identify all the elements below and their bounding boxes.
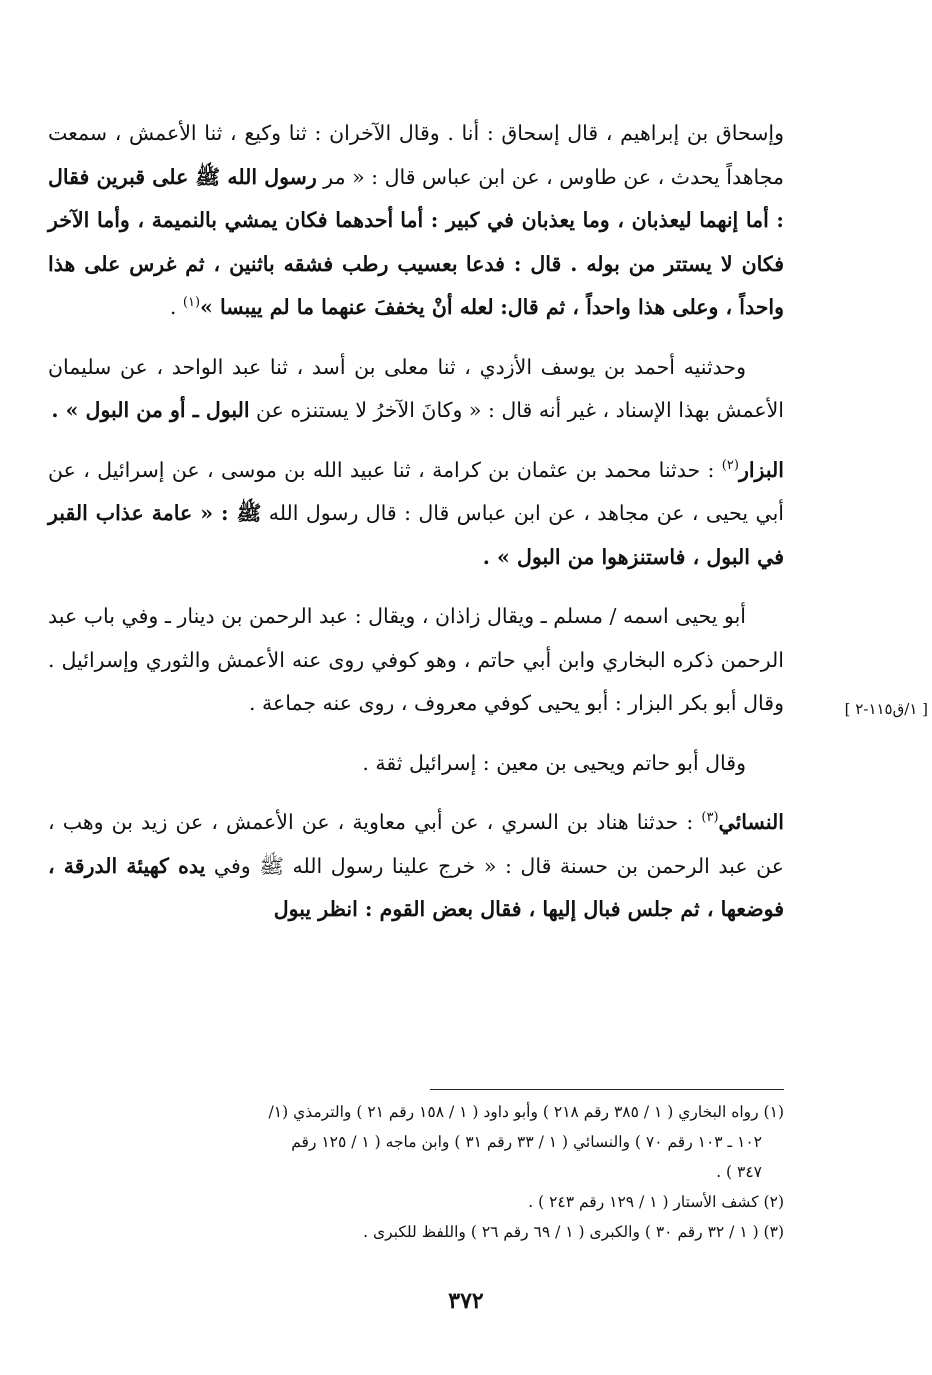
manuscript-folio-note: [ ١/ق١١٥-٢ ] — [844, 700, 928, 718]
footnote-ref: (٣) — [701, 810, 719, 826]
text-line: : حدثنا هناد بن السري ، عن أبي معاوية ، عن الأعمش ، عن — [175, 810, 702, 834]
main-text — [48, 112, 784, 932]
page-number: ٣٧٢ — [448, 1288, 484, 1314]
footnote-ref: (١) — [182, 295, 201, 311]
paragraph-5 — [48, 742, 784, 786]
text-line: أبو يحيى اسمه / مسلم ـ ويقال زاذان ، ويقال : عبد الرحمن بن دينار ـ — [164, 604, 746, 628]
text-line: : حدثنا محمد بن عثمان بن كرامة ، ثنا عبيد الله بن موسى ، عن — [171, 457, 722, 482]
text-line: الأعمش والثوري وإسرائيل . وقال أبو بكر البزار : أبو يحيى كوفي معروف ، — [48, 647, 784, 715]
footnote-1-cont: ٣٤٧ ) . — [716, 1163, 762, 1181]
footnote-1-cont: ١٠٢ ـ ١٠٣ رقم ٧٠ ) والنسائي ( ١ / ٣٣ رقم ٣١ ) وابن ماجه ( ١ / ١٢٥ رقم — [291, 1133, 762, 1151]
footnotes — [48, 1097, 784, 1247]
text-line: عن سليمان الأعمش بهذا الإسناد ، غير أنه قال : « وكانَ الآخرُ لا يستنزه عن — [48, 354, 784, 422]
paragraph-4 — [48, 595, 784, 726]
paragraph-6 — [48, 801, 784, 932]
paragraph-2 — [48, 346, 784, 433]
text-line: الأعمش ، سمعت مجاهداً يحدث ، عن طاوس ، عن ابن عباس قال : « مر — [48, 121, 784, 189]
text-line: يده كهيئة الدرقة ، فوضعها ، ثم جلس فبال إليها ، فقال بعض القوم : انظر يبول — [48, 853, 784, 921]
text-line: وقال أبو حاتم ويحيى بن معين : إسرائيل ثقة . — [362, 750, 746, 775]
footnote-1: (١) رواه البخاري ( ١ / ٣٨٥ رقم ٢١٨ ) وأبو داود ( ١ / ١٥٨ رقم ٢١ ) والترمذي (١/ — [268, 1103, 784, 1121]
text-line: ﷺ : « عامة عذاب القبر في البول ، فاستنزهوا من البول » . — [48, 501, 784, 569]
footnote-ref: (٢) — [721, 457, 739, 473]
text-line: وإسحاق بن إبراهيم ، قال إسحاق : أنا . وقال الآخران : ثنا وكيع ، ثنا — [204, 121, 784, 145]
footnote-separator — [430, 1089, 784, 1090]
paragraph-1: وإسحاق بن إبراهيم ، قال إسحاق : أنا . وقال الآخران : ثنا وكيع ، ثنا الأعمش ، سمعت مجاهداً يحدث ، عن طاوس ، عن ابن عباس قال : « مر رسول الله ﷺ على قبرين فقال : أما إنهما ليعذبان ، وما يعذبان في كبير : أما أحدهما فكان يمشي بالنميمة ، وأما الآخر فكان لا يستتر من بوله . قال : فدعا بعسيب رطب فشقه باثنين ، ثم غرس على هذا واحداً ، وعلى هذا واحداً ، ثم قال: لعله أنْ يخففَ عنهما ما لم ييبسا »$^{(١)}$ . — [48, 121, 784, 319]
paragraph-3 — [48, 449, 784, 580]
text-line: أحدهما فكان يمشي بالنميمة ، وأما الآخر فكان لا يستتر من بوله . قال : فدعا — [48, 208, 784, 276]
footnote-3: (٣) ( ١ / ٣٢ رقم ٣٠ ) والكبرى ( ١ / ٦٩ رقم ٢٦ ) واللفظ للكبرى . — [363, 1223, 784, 1241]
text-line: زيد بن وهب ، عن عبد الرحمن بن حسنة قال : « خرج علينا رسول الله ﷺ وفي — [48, 810, 784, 878]
text-line: وحدثنيه أحمد بن يوسف الأزدي ، ثنا معلى بن أسد ، ثنا عبد الواحد ، — [156, 354, 746, 379]
source-name: البزار — [738, 457, 784, 482]
text-line: رسول الله ﷺ على قبرين فقال : أما إنهما ليعذبان ، وما يعذبان في كبير : أما — [48, 164, 784, 232]
text-line: روى عنه جماعة . — [249, 691, 395, 715]
text-line: بعسيب رطب فشقه باثنين ، ثم غرس على هذا واحداً ، وعلى هذا واحداً ، ثم قال: — [48, 251, 784, 319]
text-line: وفي باب عبد الرحمن ذكره البخاري وابن أبي حاتم ، وهو كوفي روى عنه — [48, 604, 784, 672]
source-name: النسائي — [718, 810, 784, 834]
footnote-2: (٢) كشف الأستار ( ١ / ١٢٩ رقم ٢٤٣ ) . — [528, 1193, 784, 1211]
text-line: إسرائيل ، عن أبي يحيى ، عن مجاهد ، عن ابن عباس قال : قال رسول الله — [48, 457, 784, 525]
text-line: لعله أنْ يخففَ عنهما ما لم ييبسا » — [200, 295, 494, 319]
text-line: البول ـ أو من البول » . — [51, 398, 250, 422]
